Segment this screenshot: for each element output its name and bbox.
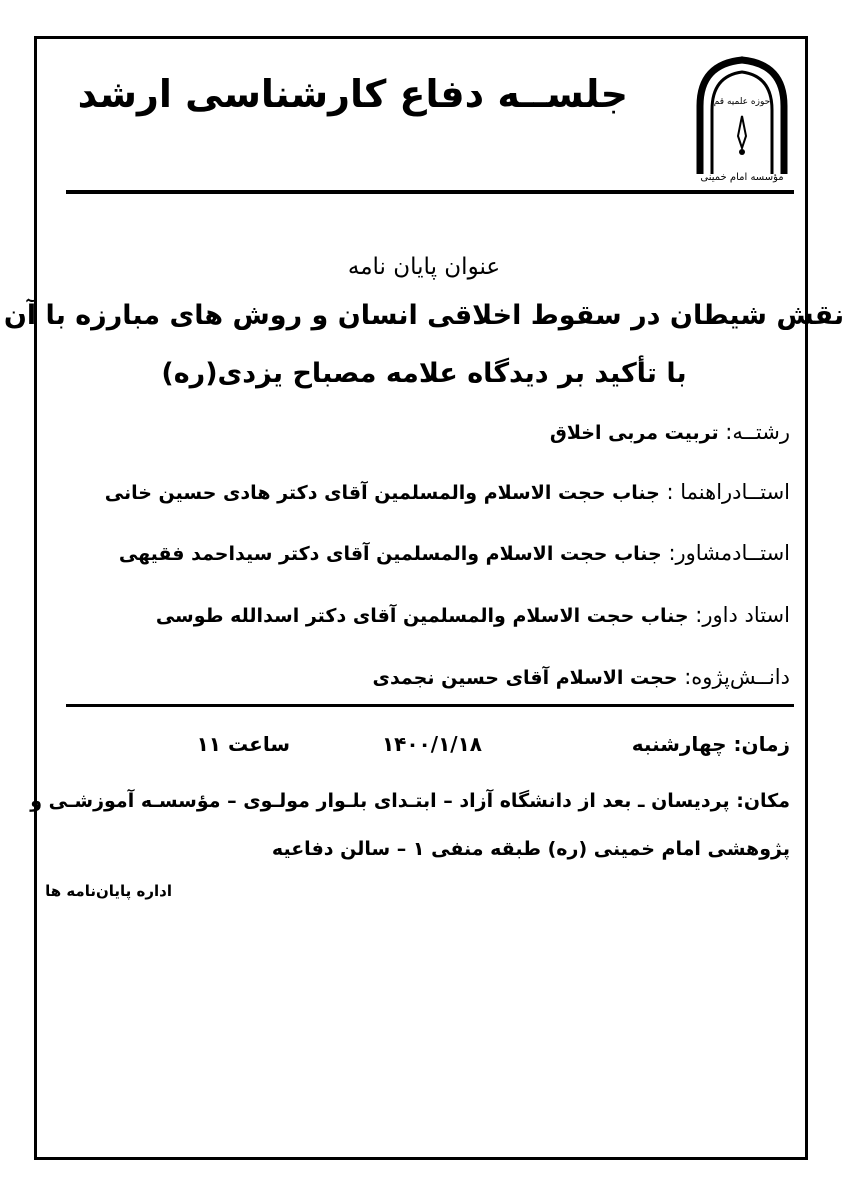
logo-bottom-text: مؤسسه امام خمینی bbox=[700, 172, 784, 183]
supervisor-row bbox=[105, 480, 790, 504]
defense-hour: ساعت ۱۱ bbox=[196, 732, 290, 756]
examiner-label: استاد داور: bbox=[695, 603, 790, 627]
supervisor-value: جناب حجت الاسلام والمسلمین آقای دکتر هادی حسین خانی bbox=[104, 482, 660, 504]
advisor-value: جناب حجت الاسلام والمسلمین آقای دکتر سیداحمد فقیهی bbox=[118, 543, 662, 565]
examiner-value: جناب حجت الاسلام والمسلمین آقای دکتر اسدالله طوسی bbox=[155, 605, 689, 627]
major-value: تربیت مربی اخلاق bbox=[549, 422, 719, 444]
student-value: حجت الاسلام آقای حسین نجمدی bbox=[372, 667, 678, 689]
student-label: دانــش‌پژوه: bbox=[684, 665, 790, 689]
thesis-label: عنوان پایان نامه bbox=[347, 254, 501, 280]
place-line1: مکان: پردیسان ـ بعد از دانشگاه آزاد – ابتـدای بلـوار مولـوی – مؤسسـه آموزشـی و bbox=[30, 790, 790, 812]
place-line2: پژوهشی امام خمینی (ره) طبقه منفی ۱ – سالن دفاعیه bbox=[271, 838, 790, 860]
defense-date: ۱۴۰۰/۱/۱۸ bbox=[381, 732, 482, 756]
page-title: جلســه دفاع کارشناسی ارشد bbox=[77, 72, 628, 116]
student-row bbox=[373, 665, 790, 689]
major-row bbox=[550, 420, 790, 444]
time-label: زمان: چهارشنبه bbox=[631, 732, 790, 756]
supervisor-label: استــادراهنما : bbox=[666, 480, 790, 504]
advisor-row bbox=[119, 541, 790, 565]
section-divider bbox=[66, 704, 794, 707]
thesis-title-line1: نقش شیطان در سقوط اخلاقی انسان و روش های مبارزه با آن bbox=[3, 300, 845, 331]
office-signature: اداره پایان‌نامه ها bbox=[45, 882, 172, 900]
seminary-logo bbox=[692, 56, 792, 184]
examiner-row bbox=[156, 603, 790, 627]
advisor-label: استــادمشاور: bbox=[668, 541, 790, 565]
header-divider bbox=[66, 190, 794, 194]
logo-top-text: حوزه علمیه قم bbox=[713, 97, 771, 107]
thesis-title-line2: با تأکید بر دیدگاه علامه مصباح یزدی(ره) bbox=[161, 358, 687, 389]
page-frame bbox=[34, 36, 808, 1160]
major-label: رشتــه: bbox=[725, 420, 790, 444]
